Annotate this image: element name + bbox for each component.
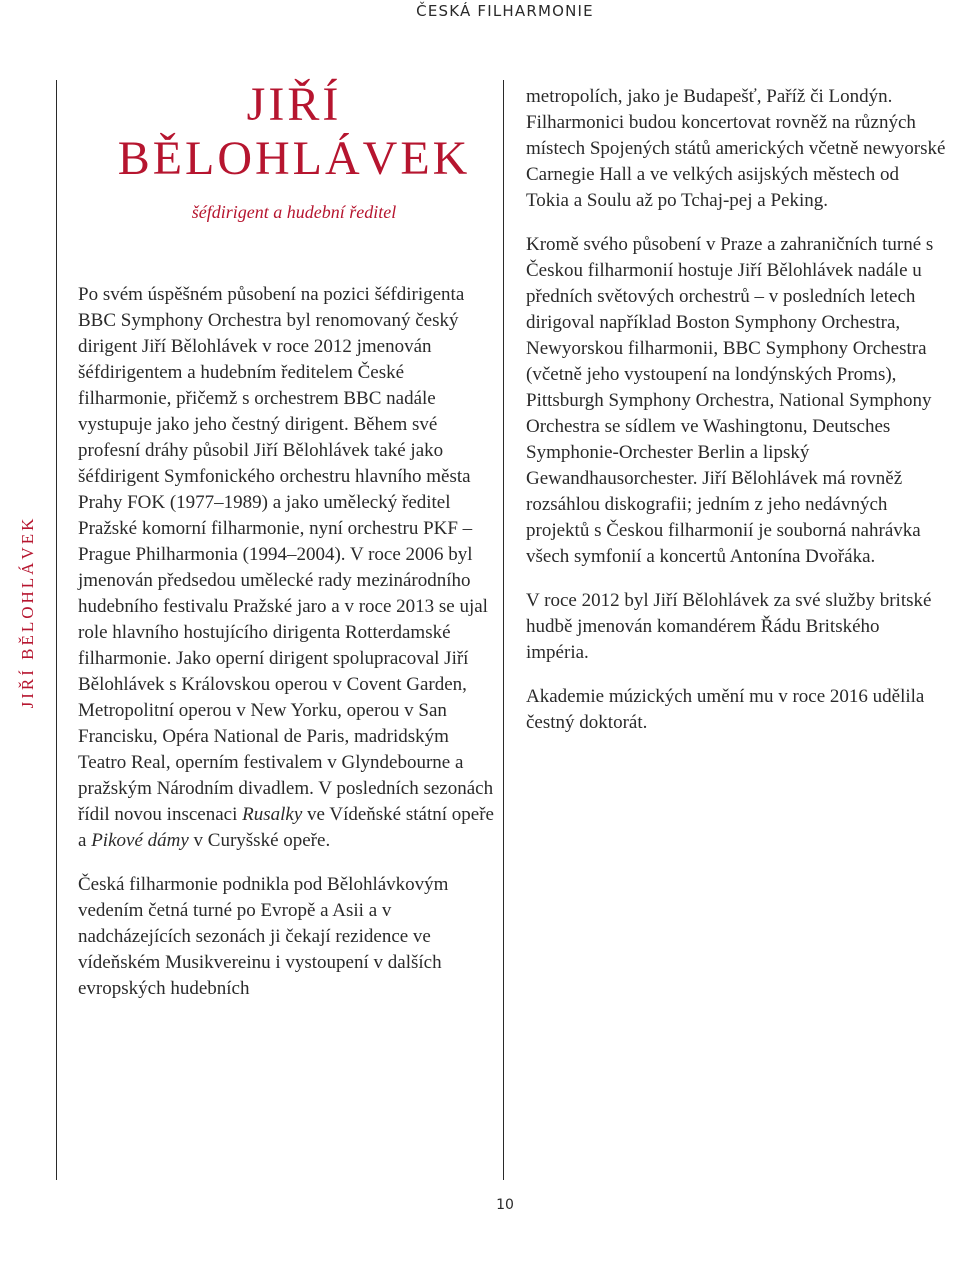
right-paragraph-1: metropolích, jako je Budapešť, Paříž či Londýn. Filharmonici budou koncertovat rovněž na různých místech Spojených států amerických včetně newyorské Carnegie Hall a ve velkých asijských městech od Tokia a Soulu až po Tchaj-pej a Peking. [526,86,946,211]
left-paragraph-1-title-rusalka: Rusalky [242,804,303,825]
right-column [526,84,946,754]
sidebar-vertical-label: JIŘÍ BĚLOHLÁVEK [18,515,37,709]
left-paragraph-2: Česká filharmonie podnikla pod Bělohlávkovým vedením četná turné po Evropě a Asii a v nadcházejících sezonách ji čekají rezidence ve vídeňském Musikvereinu i vystoupení v dalších evropských hudebních [78,874,449,999]
page-title [56,78,532,186]
left-paragraph-1-title-pikova-dama: Pikové dámy [91,830,189,851]
right-paragraph-4: Akademie múzických umění mu v roce 2016 udělila čestný doktorát. [526,686,925,733]
title-line-1: JIŘÍ [246,78,342,131]
right-paragraph-3: V roce 2012 byl Jiří Bělohlávek za své služby britské hudbě jmenován komandérem Řádu Britského impéria. [526,590,932,663]
column-divider [503,80,504,1180]
left-paragraph-1-text-b: ve Vídeňské státní opeře a [78,804,494,851]
running-head: ČESKÁ FILHARMONIE [416,2,594,20]
left-paragraph-1 [78,282,498,854]
left-column [78,282,498,1020]
left-paragraph-1-text-c: v Curyšské opeře. [188,830,331,851]
title-line-2: BĚLOHLÁVEK [117,132,471,185]
left-paragraph-1-text-a: Po svém úspěšném působení na pozici šéfdirigenta BBC Symphony Orchestra byl renomovaný český dirigent Jiří Bělohlávek v roce 2012 jmenován šéfdirigentem a hudebním ředitelem České filharmonie, přičemž s orchestrem BBC nadále vystupuje jako jeho čestný dirigent. Během své profesní dráhy působil Jiří Bělohlávek také jako šéfdirigent Symfonického orchestru hlavního města Prahy FOK (1977–1989) a jako umělecký ředitel Pražské komorní filharmonie, nyní orchestru PKF – Prague Philharmonia (1994–2004). V roce 2006 byl jmenován předsedou umělecké rady mezinárodního hudebního festivalu Pražské jaro a v roce 2013 se ujal role hlavního hostujícího dirigenta Rotterdamské filharmonie. Jako operní dirigent spolupracoval Jiří Bělohlávek s Královskou operou v Covent Garden, Metropolitní operou v New Yorku, operou v San Francisku, Opéra National de Paris, madridským Teatro Real, operním festivalem v Glyndebourne a pražským Národním divadlem. V posledních sezonách řídil novou inscenaci [78,284,494,825]
page-number: 10 [496,1197,514,1213]
page-subtitle: šéfdirigent a hudební ředitel [191,202,397,222]
right-paragraph-2: Kromě svého působení v Praze a zahraničních turné s Českou filharmonií hostuje Jiří Bělohlávek nadále u předních světových orchestrů – v posledních letech dirigoval například Boston Symphony Orchestra, Newyorskou filharmonii, BBC Symphony Orchestra (včetně jeho vystoupení na londýnských Proms), Pittsburgh Symphony Orchestra, National Symphony Orchestra se sídlem ve Washingtonu, Deutsches Symphonie-Orchester Berlin a lipský Gewandhausorchester. Jiří Bělohlávek má rovněž rozsáhlou diskografii; jedním z jeho nedávných projektů s Českou filharmonií je souborná nahrávka všech symfonií a koncertů Antonína Dvořáka. [526,234,934,567]
